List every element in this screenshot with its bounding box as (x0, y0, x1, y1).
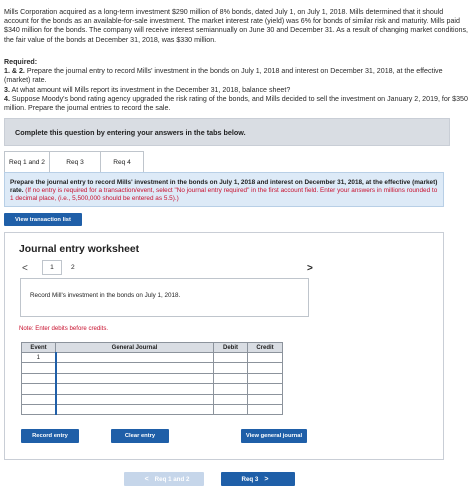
table-row (22, 394, 283, 404)
debit-input[interactable] (214, 404, 248, 414)
required-item-1: 1. & 2. Prepare the journal entry to record Mills' investment in the bonds on July 1, 2018 and interest on December 31, 2018, at the effective (market) rate. (4, 67, 443, 85)
table-row (22, 384, 283, 394)
column-header-general-journal: General Journal (56, 343, 214, 353)
event-cell: 1 (22, 353, 56, 363)
account-select[interactable] (56, 394, 214, 404)
required-item-3: 3. At what amount will Mills report its investment in the December 31, 2018, balance sheet? (4, 85, 291, 94)
instructions-main: Prepare the journal entry to record Mills' investment in the bonds on July 1, 2018 and interest on December 31, 2018, at the effective (market) rate. (10, 179, 438, 195)
tab-req-4[interactable]: Req 4 (100, 151, 144, 172)
table-row (22, 363, 283, 373)
requirement-tabs (4, 151, 143, 172)
account-select[interactable] (56, 353, 214, 363)
account-select[interactable] (56, 373, 214, 383)
chevron-right-icon: > (264, 475, 269, 483)
debit-input[interactable] (214, 394, 248, 404)
instructions-note: (If no entry is required for a transaction/event, select "No journal entry required" in the first account field. Enter your answers in millions rounded to 1 decimal place, (i.e., 5,500,000 should be entered as 5.5).) (10, 187, 438, 203)
view-general-journal-button[interactable]: View general journal (241, 429, 307, 443)
debit-input[interactable] (214, 373, 248, 383)
credit-input[interactable] (248, 373, 283, 383)
credit-input[interactable] (248, 363, 283, 373)
page-1-button[interactable]: 1 (42, 260, 62, 275)
event-cell (22, 394, 56, 404)
chevron-left-icon[interactable]: < (22, 263, 28, 274)
event-cell (22, 363, 56, 373)
table-row (22, 353, 283, 363)
credit-input[interactable] (248, 353, 283, 363)
debit-input[interactable] (214, 363, 248, 373)
required-section (4, 58, 470, 113)
credit-input[interactable] (248, 394, 283, 404)
debit-input[interactable] (214, 353, 248, 363)
table-row (22, 404, 283, 414)
instructions-box (4, 172, 444, 207)
problem-statement: Mills Corporation acquired as a long-term investment $290 million of 8% bonds, dated July 1, on July 1, 2018. Mills determined that it should account for the bonds as an available-for-sale investment. The market interest rate (yield) was 6% for bonds of similar risk and maturity. Mills paid $340 million for the bonds. The company will receive interest semiannually on June 30 and December 31. As a result of changing market conditions, the fair value of the bonds at December 31, 2018, was $330 million. (4, 8, 468, 44)
prev-req-button[interactable]: < Req 1 and 2 (124, 472, 204, 486)
credit-input[interactable] (248, 404, 283, 414)
required-title: Required: (4, 58, 38, 66)
column-header-credit: Credit (248, 343, 283, 353)
debits-note: Note: Enter debits before credits. (19, 325, 109, 332)
required-item-4: 4. Suppose Moody's bond rating agency upgraded the risk rating of the bonds, and Mills decided to sell the investment on January 2, 2019, for $350 million. Prepare the journal entries to record the sale. (4, 94, 468, 113)
record-entry-button[interactable]: Record entry (21, 429, 79, 443)
tab-req-1-and-2[interactable]: Req 1 and 2 (4, 151, 50, 172)
account-select[interactable] (56, 363, 214, 373)
account-select[interactable] (56, 404, 214, 414)
next-req-button[interactable]: Req 3 > (221, 472, 295, 486)
column-header-event: Event (22, 343, 56, 353)
worksheet-title: Journal entry worksheet (19, 244, 140, 255)
credit-input[interactable] (248, 384, 283, 394)
journal-entry-worksheet (4, 232, 444, 460)
page-2-button[interactable]: 2 (71, 264, 75, 271)
event-cell (22, 373, 56, 383)
chevron-right-icon[interactable]: > (307, 263, 313, 274)
view-transaction-list-button[interactable]: View transaction list (4, 213, 82, 226)
tab-req-3[interactable]: Req 3 (49, 151, 101, 172)
clear-entry-button[interactable]: Clear entry (111, 429, 169, 443)
table-row (22, 373, 283, 383)
chevron-left-icon: < (144, 475, 149, 483)
journal-table (21, 342, 283, 415)
debit-input[interactable] (214, 384, 248, 394)
entry-description: Record Mill's investment in the bonds on July 1, 2018. (20, 278, 309, 317)
account-select[interactable] (56, 384, 214, 394)
complete-banner: Complete this question by entering your answers in the tabs below. (4, 118, 450, 146)
column-header-debit: Debit (214, 343, 248, 353)
event-cell (22, 404, 56, 414)
event-cell (22, 384, 56, 394)
